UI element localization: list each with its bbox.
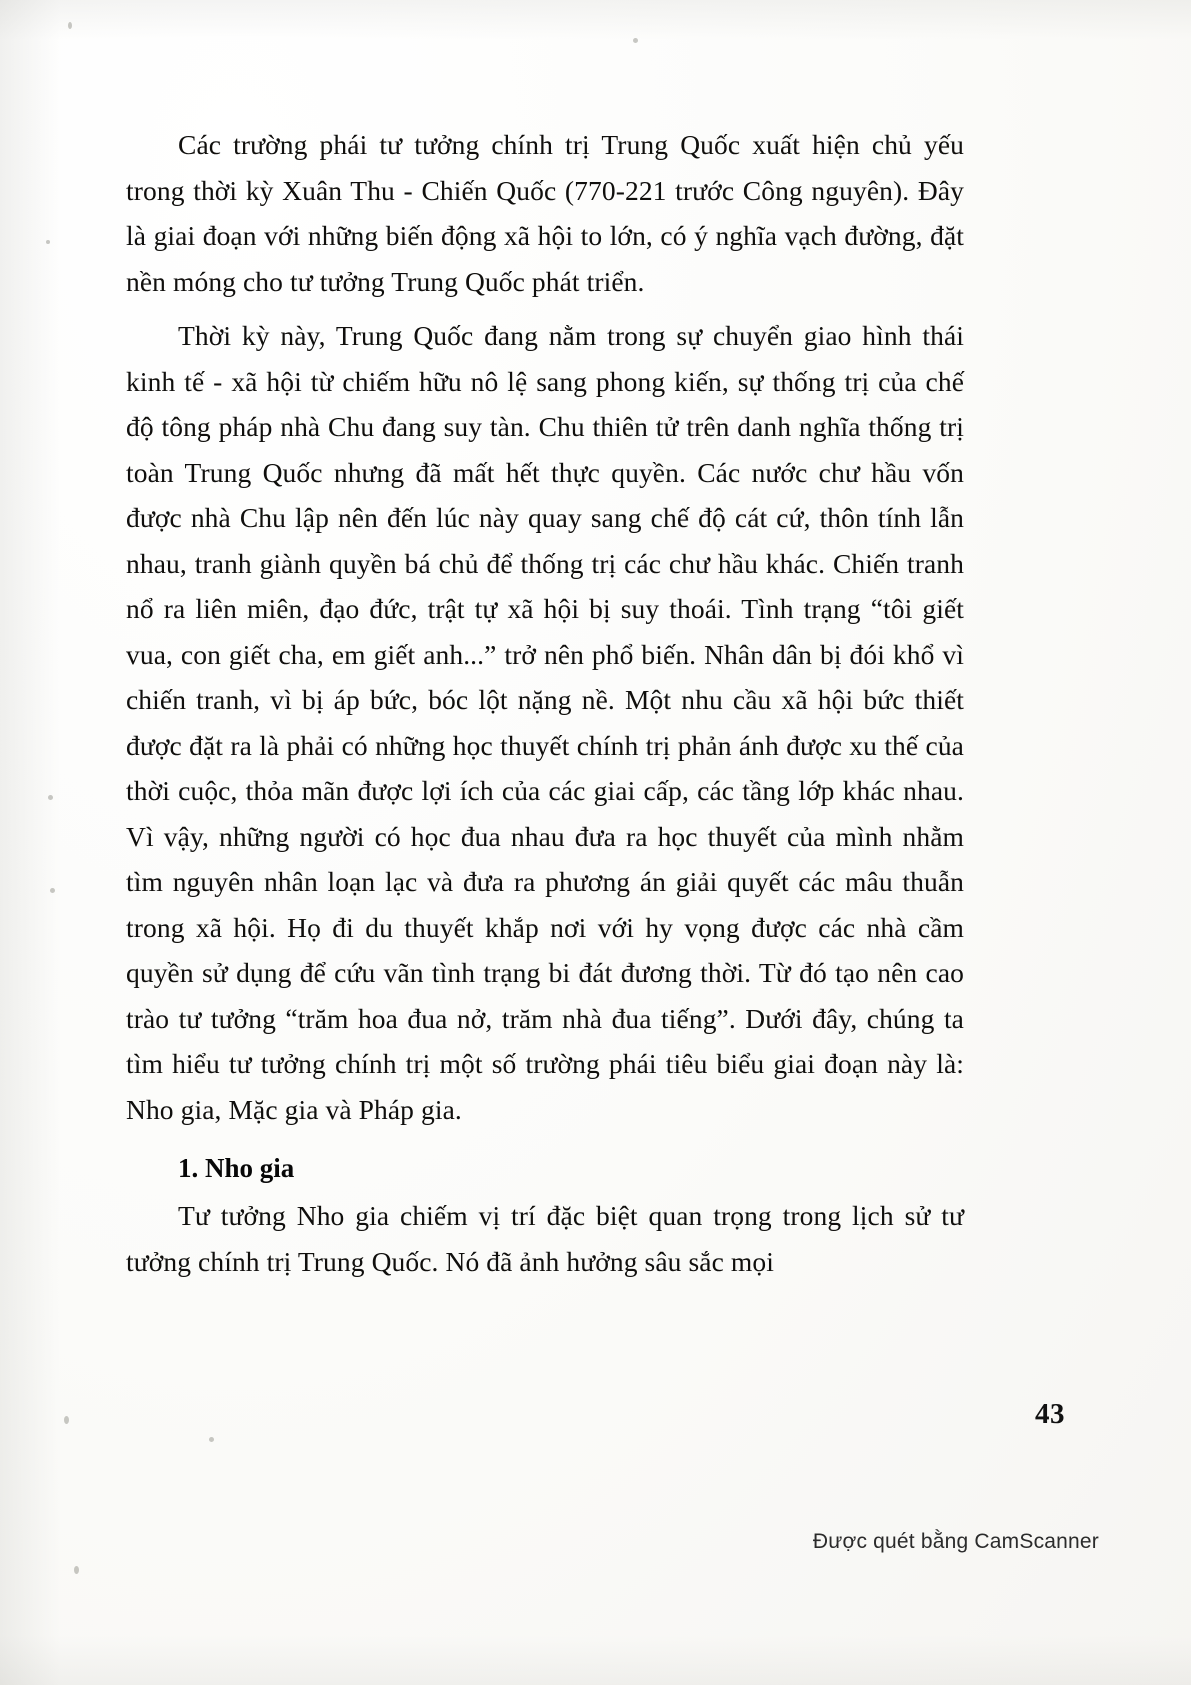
page-edge-shading-bottom: [0, 1635, 1191, 1685]
page-body: [126, 122, 964, 1284]
paragraph: Thời kỳ này, Trung Quốc đang nằm trong sự chuyển giao hình thái kinh tế - xã hội từ chiếm hữu nô lệ sang phong kiến, sự thống trị của chế độ tông pháp nhà Chu đang suy tàn. Chu thiên tử trên danh nghĩa thống trị toàn Trung Quốc nhưng đã mất hết thực quyền. Các nước chư hầu vốn được nhà Chu lập nên đến lúc này quay sang chế độ cát cứ, thôn tính lẫn nhau, tranh giành quyền bá chủ để thống trị các chư hầu khác. Chiến tranh nổ ra liên miên, đạo đức, trật tự xã hội bị suy thoái. Tình trạng “tôi giết vua, con giết cha, em giết anh...” trở nên phổ biến. Nhân dân bị đói khổ vì chiến tranh, vì bị áp bức, bóc lột nặng nề. Một nhu cầu xã hội bức thiết được đặt ra là phải có những học thuyết chính trị phản ánh được xu thế của thời cuộc, thỏa mãn được lợi ích của các giai cấp, các tầng lớp khác nhau. Vì vậy, những người có học đua nhau đưa ra học thuyết của mình nhằm tìm nguyên nhân loạn lạc và đưa ra phương án giải quyết các mâu thuẫn trong xã hội. Họ đi du thuyết khắp nơi với hy vọng được các nhà cầm quyền sử dụng để cứu vãn tình trạng bi đát đương thời. Từ đó tạo nên cao trào tư tưởng “trăm hoa đua nở, trăm nhà đua tiếng”. Dưới đây, chúng ta tìm hiểu tư tưởng chính trị một số trường phái tiêu biểu giai đoạn này là: Nho gia, Mặc gia và Pháp gia.: [126, 320, 964, 1125]
page-edge-shading-left: [0, 0, 60, 1685]
paragraph: Tư tưởng Nho gia chiếm vị trí đặc biệt quan trọng trong lịch sử tư tưởng chính trị Trung Quốc. Nó đã ảnh hưởng sâu sắc mọi: [126, 1200, 964, 1277]
scan-speck: [68, 22, 72, 29]
scan-speck: [209, 1437, 214, 1442]
scanner-watermark: Được quét bằng CamScanner: [812, 1530, 1099, 1553]
paragraph: Các trường phái tư tưởng chính trị Trung Quốc xuất hiện chủ yếu trong thời kỳ Xuân Thu - Chiến Quốc (770-221 trước Công nguyên). Đây là giai đoạn với những biến động xã hội to lớn, có ý nghĩa vạch đường, đặt nền móng cho tư tưởng Trung Quốc phát triển.: [126, 129, 964, 297]
scan-speck: [48, 795, 53, 800]
scan-speck: [64, 1416, 69, 1424]
scan-speck: [46, 240, 50, 244]
scan-speck: [74, 1566, 79, 1574]
page-number: 43: [1035, 1398, 1065, 1430]
page-edge-shading-top: [0, 0, 1191, 40]
scan-speck: [50, 888, 55, 893]
section-heading: 1. Nho gia: [178, 1153, 295, 1183]
scan-speck: [633, 38, 638, 43]
